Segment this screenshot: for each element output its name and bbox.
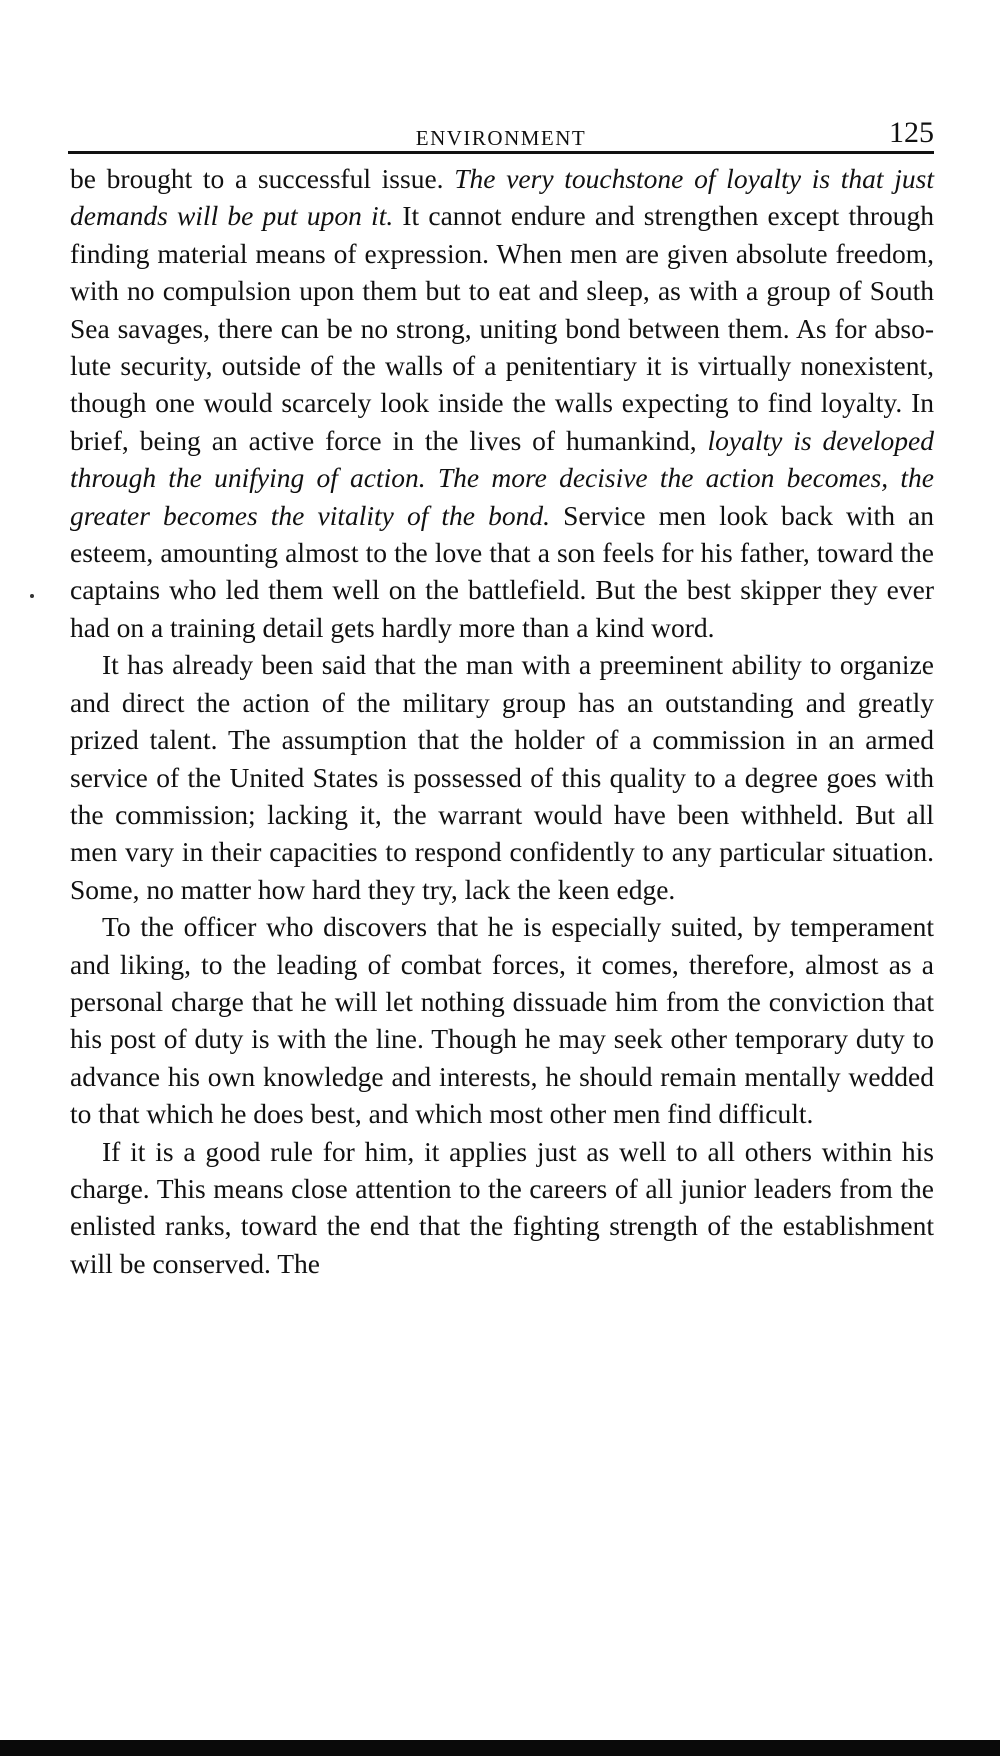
- paragraph: [70, 160, 934, 646]
- scan-border-bar: [0, 1740, 1000, 1756]
- text-run: If it is a good rule for him, it applies just as well to all others within his charge. This means close attention to the careers of all junior leaders from the enlisted ranks, toward the end that the fighting strength of the establishment will be conserved. The: [70, 1135, 934, 1279]
- paragraph: [70, 908, 934, 1132]
- text-run: Service men look back with an esteem, amounting almost to the love that a son feels for his father, toward the captains who led them well on the battlefield. But the best skipper they ever had on a training detail gets hardly more than a kind word.: [70, 499, 934, 643]
- paragraph: [70, 646, 934, 908]
- stray-ink-mark: [30, 594, 34, 598]
- running-title: ENVIRONMENT: [415, 126, 587, 150]
- page-number: 125: [889, 116, 934, 149]
- italic-run: The very touchstone of loyalty is that just demands will be put upon it.: [70, 163, 934, 232]
- header-rule: [68, 151, 934, 154]
- italic-run: loyalty is developed through the unifying of action. The more decisive the action becomes, the greater becomes the vitality of the bond.: [70, 424, 934, 531]
- text-run: To the officer who discovers that he is especially suited, by temperament and liking, to the leading of combat forces, it comes, therefore, almost as a personal charge that he will let nothing dissuade him from the conviction that his post of duty is with the line. Though he may seek other temporary duty to advance his own knowledge and interests, he should remain mentally wedded to that which he does best, and which most other men find difficult.: [70, 911, 934, 1130]
- paragraph: [70, 1133, 934, 1283]
- text-run: It has already been said that the man with a preeminent ability to organize and direct the action of the military group has an outstanding and greatly prized talent. The assumption that the holder of a commission in an armed service of the United States is possessed of this quality to a degree goes with the commission; lacking it, the warrant would have been withheld. But all men vary in their capacities to respond confidently to any particular situation. Some, no matter how hard they try, lack the keen edge.: [70, 649, 934, 905]
- text-run: It cannot endure and strengthen except through finding material means of expression. When men are given absolute freedom, with no compulsion upon them but to eat and sleep, as with a group of South Sea savages, there can be no strong, uniting bond between them. As for absolute security, outside of the walls of a penitentiary it is virtually nonexistent, though one would scarcely look inside the walls expecting to find loyalty. In brief, being an active force in the lives of humankind,: [70, 200, 934, 456]
- text-run: be brought to a successful issue.: [70, 163, 455, 194]
- body-text: [70, 160, 934, 1282]
- running-head: [68, 112, 934, 156]
